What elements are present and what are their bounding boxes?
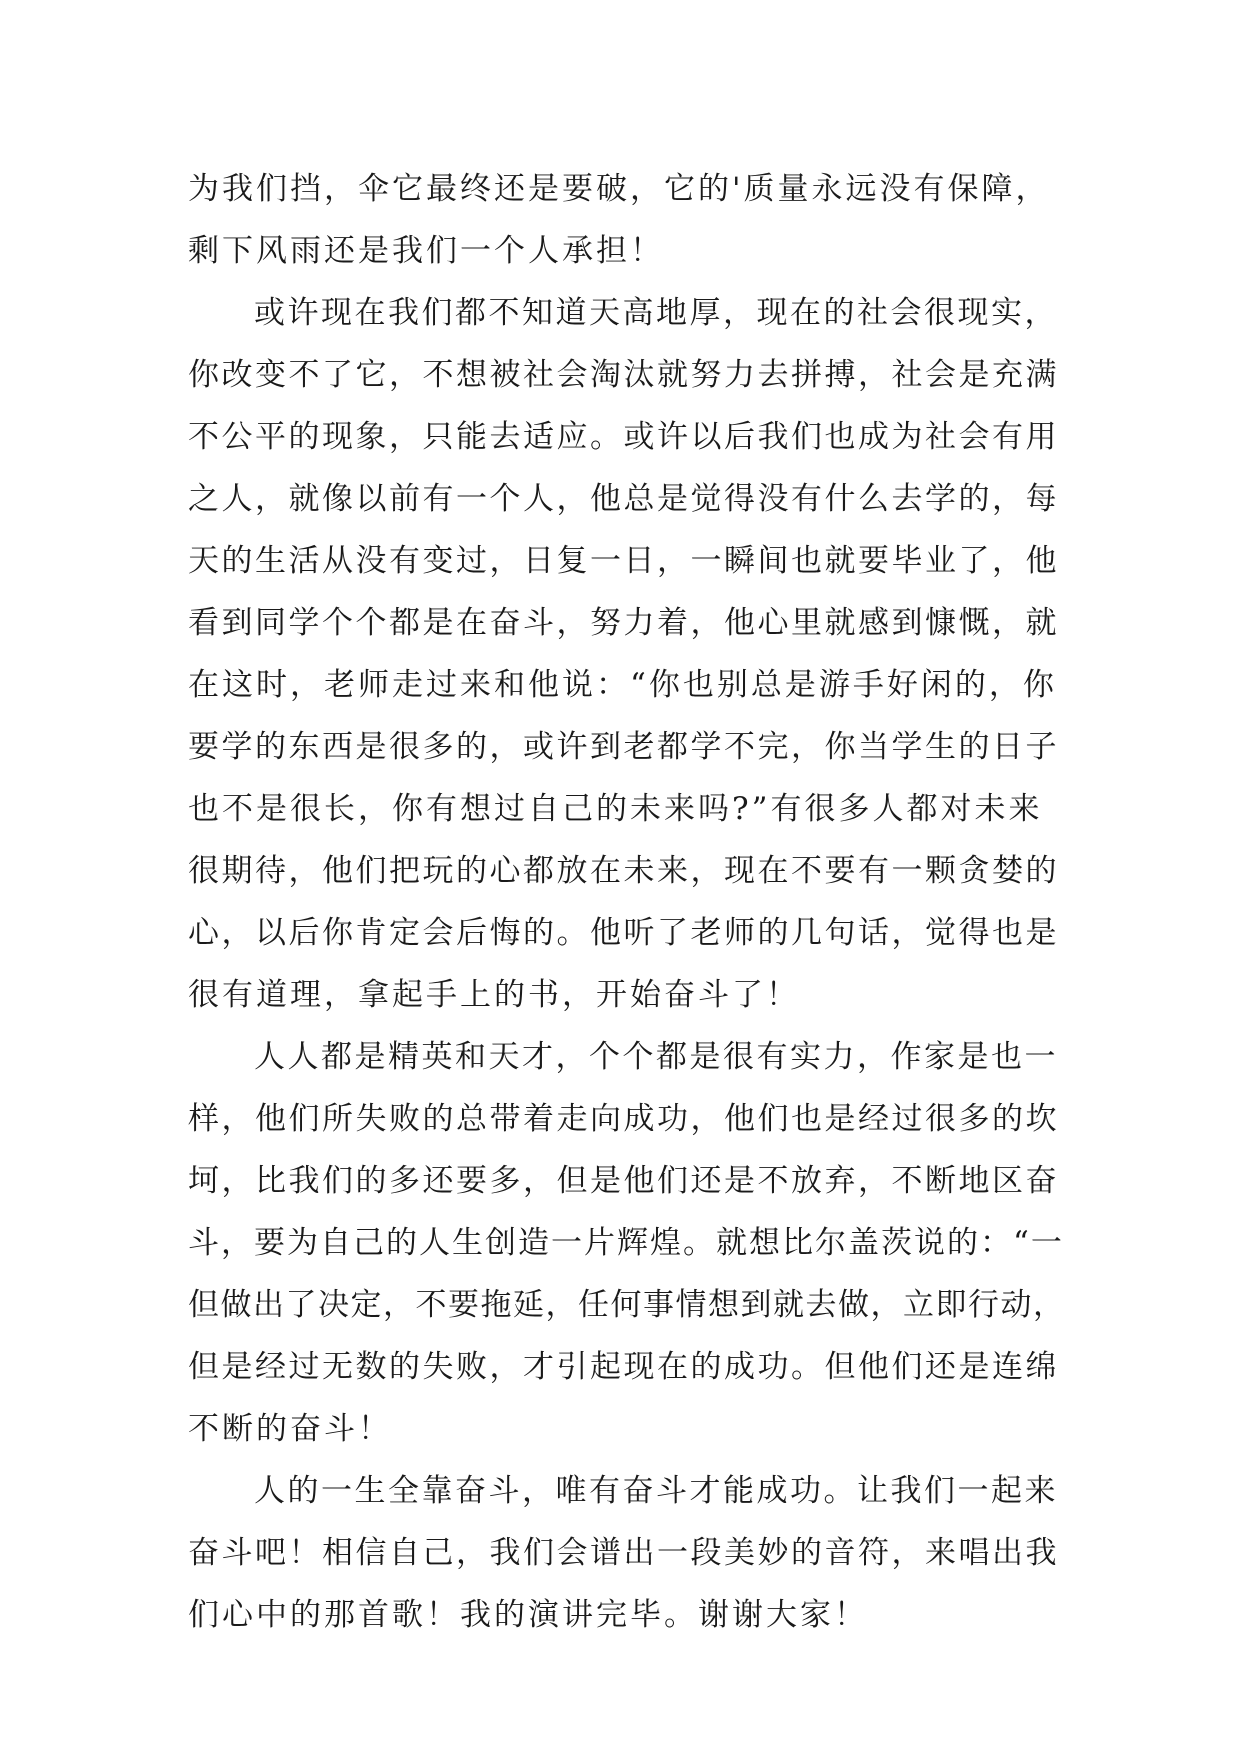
- text-line: 要学的东西是很多的，或许到老都学不完，你当学生的日子: [188, 729, 1059, 765]
- text-line: 在这时，老师走过来和他说：“你也别总是游手好闲的，你: [188, 667, 1057, 703]
- text-line: 不公平的现象，只能去适应。或许以后我们也成为社会有用: [188, 419, 1059, 455]
- text-line: 们心中的那首歌！我的演讲完毕。谢谢大家！: [188, 1597, 868, 1633]
- text-line: 坷，比我们的多还要多，但是他们还是不放弃，不断地区奋: [188, 1163, 1059, 1199]
- text-line: 奋斗吧！相信自己，我们会谱出一段美妙的音符，来唱出我: [188, 1535, 1059, 1571]
- text-line: 剩下风雨还是我们一个人承担！: [188, 233, 664, 269]
- document-body: [188, 158, 1068, 1646]
- text-line: 心，以后你肯定会后悔的。他听了老师的几句话，觉得也是: [188, 915, 1059, 951]
- text-line: 之人，就像以前有一个人，他总是觉得没有什么去学的，每: [188, 481, 1059, 517]
- text-line: 很期待，他们把玩的心都放在未来，现在不要有一颗贪婪的: [188, 853, 1059, 889]
- text-line: 很有道理，拿起手上的书，开始奋斗了！: [188, 977, 800, 1013]
- text-line: 为我们挡，伞它最终还是要破，它的'质量永远没有保障，: [188, 171, 1050, 207]
- text-line: 你改变不了它，不想被社会淘汰就努力去拼搏，社会是充满: [188, 357, 1059, 393]
- text-line: 人的一生全靠奋斗，唯有奋斗才能成功。让我们一起来: [254, 1473, 1058, 1509]
- text-line: 斗，要为自己的人生创造一片辉煌。就想比尔盖茨说的：“一: [188, 1225, 1064, 1261]
- text-line: 天的生活从没有变过，日复一日，一瞬间也就要毕业了，他: [188, 543, 1059, 579]
- text-line: 但是经过无数的失败，才引起现在的成功。但他们还是连绵: [188, 1349, 1059, 1385]
- text-line: 但做出了决定，不要拖延，任何事情想到就去做，立即行动，: [188, 1287, 1066, 1323]
- text-line: 也不是很长，你有想过自己的未来吗?”有很多人都对未来: [188, 791, 1043, 827]
- text-line: 看到同学个个都是在奋斗，努力着，他心里就感到慷慨，就: [188, 605, 1059, 641]
- text-line: 人人都是精英和天才，个个都是很有实力，作家是也一: [254, 1039, 1058, 1075]
- text-line: 样，他们所失败的总带着走向成功，他们也是经过很多的坎: [188, 1101, 1059, 1137]
- text-line: 或许现在我们都不知道天高地厚，现在的社会很现实，: [254, 295, 1058, 331]
- text-line: 不断的奋斗！: [188, 1411, 392, 1447]
